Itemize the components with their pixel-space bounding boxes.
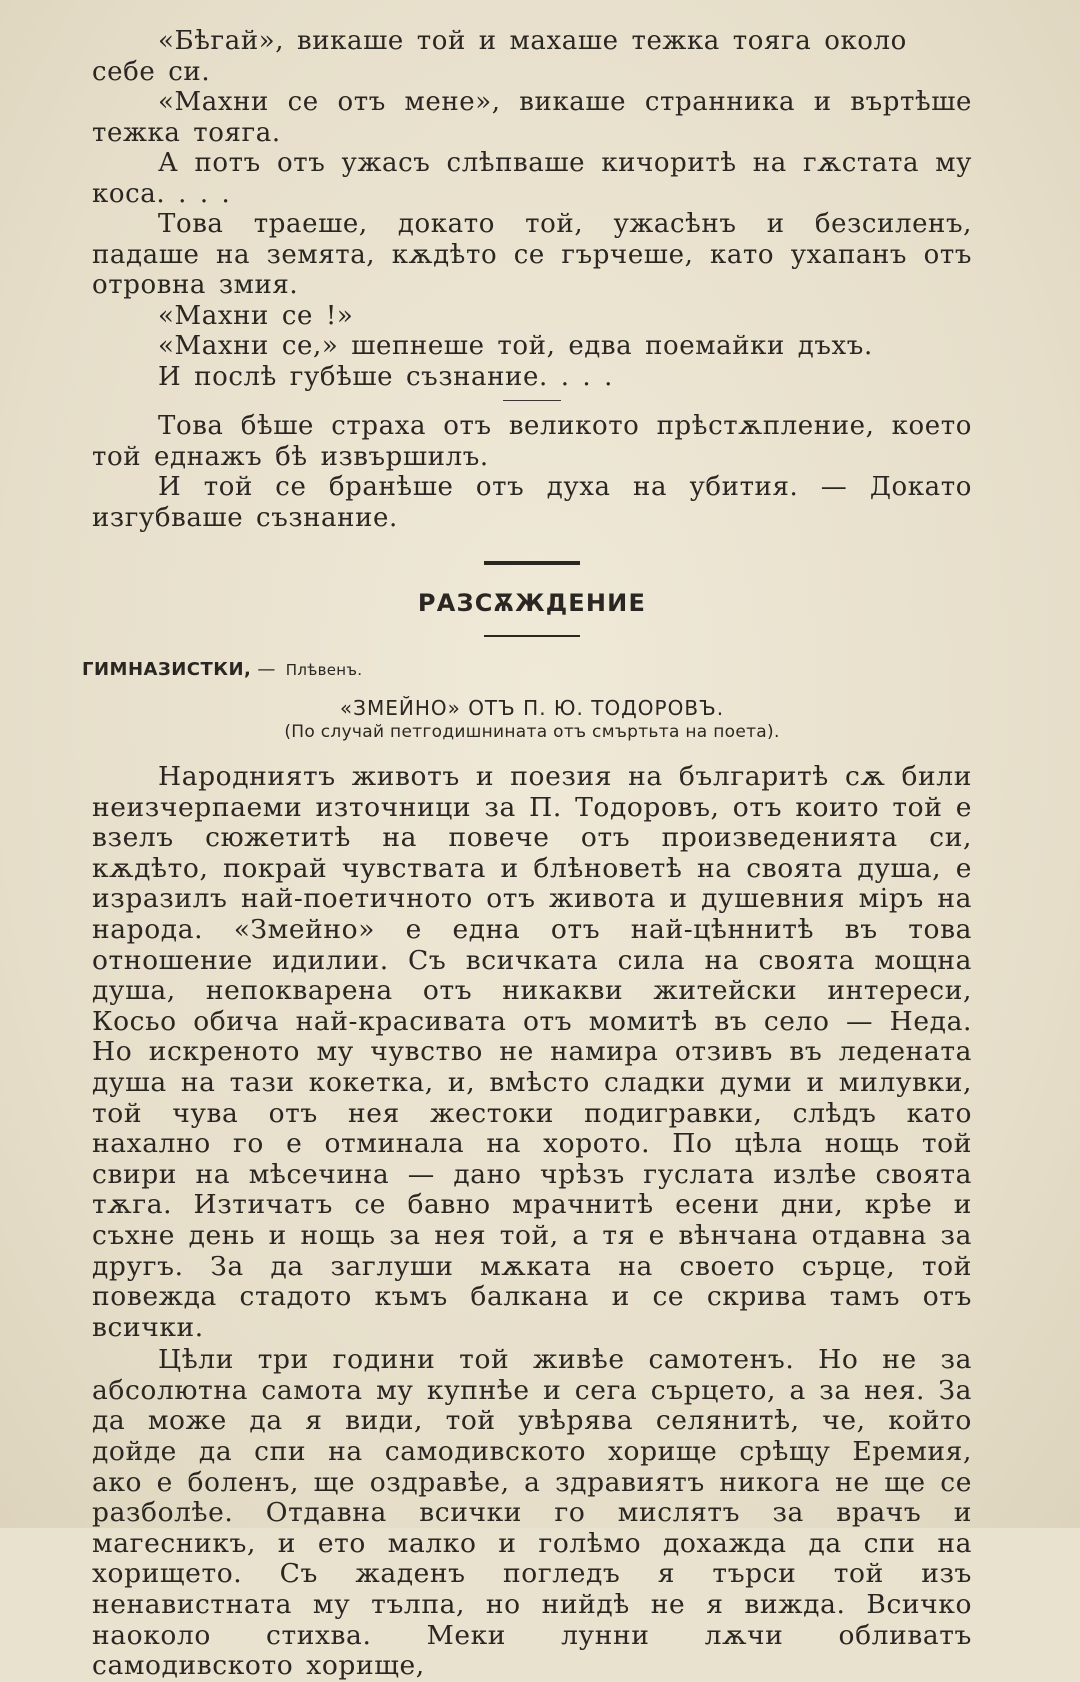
essay-title: «ЗМЕЙНО» ОТЪ П. Ю. ТОДОРОВЪ. — [339, 696, 725, 720]
poem-line: И той се бранѣше отъ духа на убития. — Докато изгубваше съзнание. — [92, 472, 972, 533]
divider — [503, 400, 561, 401]
poem-line: И послѣ губѣше съзнание. . . . — [158, 361, 614, 392]
byline — [82, 659, 972, 680]
poem-line: «Махни се !» — [158, 300, 354, 331]
poem-line: Това траеше, докато той, ужасѣнъ и безсиленъ, падаше на земята, кѫдѣто се гърчеше, като ухапанъ отъ отровна змия. — [92, 209, 972, 300]
section-title: РАЗСѪЖДЕНИЕ — [417, 589, 647, 617]
essay-subtitle: (По случай петгодишнината отъ смъртьта на поета). — [284, 722, 780, 742]
divider — [484, 635, 580, 637]
byline-city: Плѣвенъ. — [285, 661, 363, 679]
byline-dash: — — [251, 659, 282, 680]
poem-line: Това бѣше страха отъ великото прѣстѫпление, което той еднажъ бѣ извършилъ. — [92, 411, 972, 472]
essay-paragraph: Народниятъ животъ и поезия на българитѣ сѫ били неизчерпаеми източници за П. Тодоровъ, отъ които той е взелъ сюжетитѣ на повече отъ произведенията си, кѫдѣто, покрай чувствата и блѣноветѣ на своята душа, е изразилъ най-поетичното отъ живота и душевния мiръ на народа. «Змейно» е една отъ най-цѣннитѣ въ това отношение идилии. Съ всичката сила на своята мощна душа, непокварена отъ никакви житейски интереси, Косьо обича най-красивата отъ момитѣ въ село — Неда. Но искреното му чувство не намира отзивъ въ ледената душа на тази кокетка, и, вмѣсто сладки думи и милувки, той чува отъ нея жестоки подигравки, слѣдъ като нахално го е отминала на хорото. По цѣла нощь той свири на мѣсечина — дано чрѣзъ гуслата излѣе своята тѫга. Изтичатъ се бавно мрачнитѣ есени дни, крѣе и съхне день и нощь за нея той, а тя е вѣнчана отдавна за другъ. За да заглуши мѫката на своето сърце, той повежда стадото къмъ балкана и се скрива тамъ отъ всички. — [92, 761, 972, 1343]
poem-line: «Бѣгай», викаше той и махаше тежка тояга около себе си. — [92, 26, 907, 87]
poem-line: «Махни се,» шепнеше той, едва поемайки дъхъ. — [158, 331, 873, 361]
poem-line: А потъ отъ ужасъ слѣпваше кичоритѣ на гѫстата му коса. . . . — [92, 148, 972, 209]
essay-paragraph: Цѣли три години той живѣе самотенъ. Но не за абсолютна самота му купнѣе и сега сърцето, а за нея. За да може да я види, той увѣрява селянитѣ, че, който дойде да спи на самодивското хорище срѣщу Еремия, ако е боленъ, ще оздравѣе, а здравиятъ никога не ще се разболѣе. Отдавна всички го мислятъ за врачъ и магесникъ, и ето малко и голѣмо дохажда да спи на хорището. Съ жаденъ погледъ я търси той изъ ненавистната му тълпа, но нийдѣ не я вижда. Всичко наоколо стихва. Меки лунни лѫчи обливатъ самодивското хорище, — [92, 1344, 972, 1682]
text-column — [82, 26, 972, 1682]
poem-line: «Махни се отъ мене», викаше странника и въртѣше тежка тояга. — [92, 87, 972, 148]
byline-author: ГИМНАЗИСТКИ, — [82, 659, 252, 680]
section-divider — [484, 561, 580, 565]
essay-body — [92, 762, 972, 1682]
